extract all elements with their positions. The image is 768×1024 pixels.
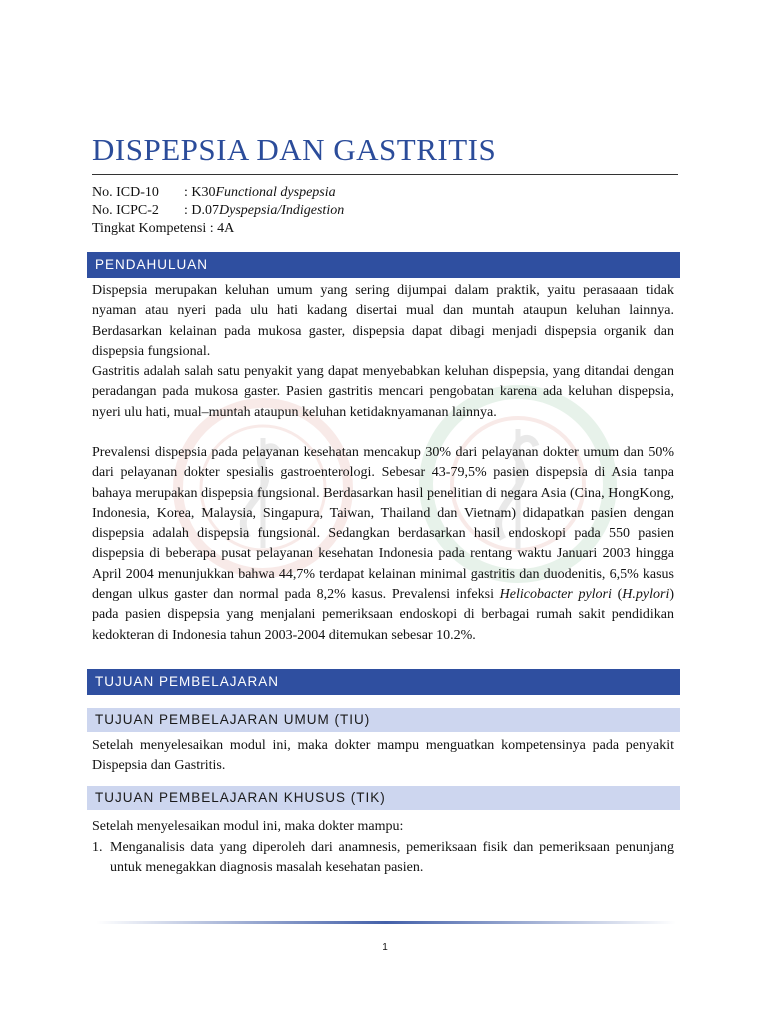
meta-block [92,184,344,238]
tik-list [92,838,674,879]
icd-row [92,184,344,202]
section-heading-pendahuluan: PENDAHULUAN [87,252,680,278]
icpc-row [92,202,344,220]
p3-species-name: Helicobacter pylori [499,587,612,603]
list-item-text: Menganalisis data yang diperoleh dari anamnesis, pemeriksaan fisik dan pemeriksaan penunjang untuk menegakkan diagnosis masalah kesehatan pasien. [110,840,674,876]
subsection-heading-tik: TUJUAN PEMBELAJARAN KHUSUS (TIK) [87,786,680,810]
icd-label: No. ICD-10 [92,185,159,200]
icd-description: Functional dyspepsia [215,185,336,200]
paragraph-tiu: Setelah menyelesaikan modul ini, maka dokter mampu menguatkan kompetensinya pada penyakit Dispepsia dan Gastritis. [92,738,674,774]
p3-species-abbr: H.pylori [622,587,670,603]
paragraph-intro-1: Dispepsia merupakan keluhan umum yang sering dijumpai dalam praktik, yaitu perasaaan tidak nyaman atau nyeri pada ulu hati kadang disertai mual dan muntah ataupun keluhan lainnya. Berdasarkan kelainan pada mukosa gaster, dispepsia dapat dibagi menjadi dispepsia organik dan dispepsia fungsional. [92,283,674,359]
title-divider [92,174,678,175]
paragraph-intro-2: Gastritis adalah salah satu penyakit yang dapat menyebabkan keluhan dispepsia, yang ditandai dengan peradangan pada mukosa gaster. Pasien gastritis mencari pengobatan karena ada keluhan dispepsia, nyeri ulu hati, mual–muntah ataupun keluhan ketidaknyamanan lainnya. [92,364,674,420]
competency-row: Tingkat Kompetensi : 4A [92,221,235,236]
list-item-number: 1. [92,840,103,855]
paragraph-intro-3 [92,443,674,646]
footer-divider [96,921,676,924]
page-title: DISPEPSIA DAN GASTRITIS [92,132,497,167]
p3-text-b: ( [611,587,623,603]
p3-text-c: ) pada pasien dispepsia yang menjalani pemeriksaan endoskopi di berbagai rumah sakit pendidikan kedokteran di Indonesia tahun 2003-2004 ditemukan sebesar 10.2%. [92,587,675,643]
paragraph-tik-intro: Setelah menyelesaikan modul ini, maka dokter mampu: [92,819,404,834]
icpc-code: : D.07 [184,203,219,218]
list-item [92,838,674,879]
section-heading-tujuan: TUJUAN PEMBELAJARAN [87,669,680,695]
icpc-label: No. ICPC-2 [92,203,159,218]
p3-text-a: Prevalensi dispepsia pada pelayanan kesehatan mencakup 30% dari pelayanan dokter umum dan 50% dari pelayanan dokter spesialis gastroenterologi. Sebesar 43-79,5% pasien dispepsia di Asia tanpa bahaya merupakan dispepsia fungsional. Berdasarkan hasil penelitian di negara Asia (Cina, HongKong, Indonesia, Korea, Malaysia, Singapura, Taiwan, Thailand dan Vietnam) didapatkan pasien dengan dispepsia adalah dispepsia fungsional. Sedangkan berdasarkan hasil endoskopi pada 550 pasien dispepsia di beberapa pusat pelayanan kesehatan Indonesia pada rentang waktu Januari 2003 hingga April 2004 menunjukkan bahwa 44,7% terdapat kelainan minimal gastritis dan duodenitis, 6,5% kasus dengan ulkus gaster dan normal pada 8,2% kasus. Prevalensi infeksi [92,445,674,603]
icd-code: : K30 [184,185,216,200]
page-number: 1 [382,942,388,953]
subsection-heading-tiu: TUJUAN PEMBELAJARAN UMUM (TIU) [87,708,680,732]
icpc-description: Dyspepsia/Indigestion [219,203,345,218]
